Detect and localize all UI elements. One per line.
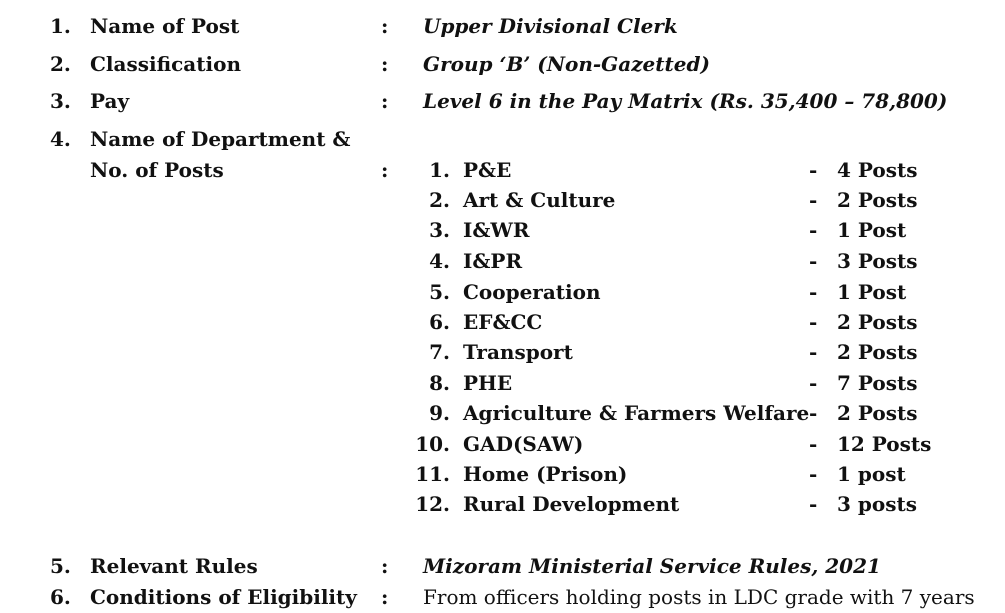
department-dash: - xyxy=(809,158,818,182)
item-number: 2. xyxy=(50,52,71,76)
department-number: 7. xyxy=(429,340,450,364)
item-label: Relevant Rules xyxy=(90,554,258,578)
item-label: Name of Department & xyxy=(90,127,351,151)
department-posts: 1 Post xyxy=(837,280,907,304)
department-name: PHE xyxy=(463,371,513,395)
department-dash: - xyxy=(809,492,818,516)
department-name: P&E xyxy=(463,158,512,182)
item-number: 6. xyxy=(50,585,71,609)
item-number: 4. xyxy=(50,127,71,151)
department-dash: - xyxy=(809,310,818,334)
department-posts: 2 Posts xyxy=(837,188,918,212)
department-name: I&PR xyxy=(463,249,523,273)
item-label: Pay xyxy=(90,89,130,113)
department-name: Agriculture & Farmers Welfare xyxy=(463,401,810,425)
department-number: 9. xyxy=(429,401,450,425)
department-posts: 1 Post xyxy=(837,218,907,242)
department-name: Home (Prison) xyxy=(463,462,628,486)
department-name: I&WR xyxy=(463,218,530,242)
item-value: Level 6 in the Pay Matrix (Rs. 35,400 – 78,800) xyxy=(423,89,948,113)
department-name: Rural Development xyxy=(463,492,680,516)
item-value: Mizoram Ministerial Service Rules, 2021 xyxy=(423,554,881,578)
department-dash: - xyxy=(809,280,818,304)
item-colon: : xyxy=(381,14,389,38)
department-posts: 7 Posts xyxy=(837,371,918,395)
department-number: 1. xyxy=(429,158,450,182)
item-label: Classification xyxy=(90,52,241,76)
department-posts: 2 Posts xyxy=(837,401,918,425)
item-value: Group ‘B’ (Non-Gazetted) xyxy=(423,52,710,76)
department-number: 10. xyxy=(415,432,450,456)
department-dash: - xyxy=(809,462,818,486)
department-number: 3. xyxy=(429,218,450,242)
department-posts: 1 post xyxy=(837,462,906,486)
department-dash: - xyxy=(809,401,818,425)
department-posts: 3 posts xyxy=(837,492,917,516)
item-colon: : xyxy=(381,585,389,609)
department-number: 5. xyxy=(429,280,450,304)
department-number: 11. xyxy=(415,462,450,486)
department-posts: 2 Posts xyxy=(837,340,918,364)
department-name: Transport xyxy=(463,340,573,364)
item-colon: : xyxy=(381,554,389,578)
department-number: 2. xyxy=(429,188,450,212)
item-colon: : xyxy=(381,89,389,113)
department-posts: 4 Posts xyxy=(837,158,918,182)
department-name: Art & Culture xyxy=(463,188,616,212)
department-posts: 12 Posts xyxy=(837,432,932,456)
department-number: 4. xyxy=(429,249,450,273)
department-dash: - xyxy=(809,249,818,273)
department-number: 12. xyxy=(415,492,450,516)
department-name: EF&CC xyxy=(463,310,543,334)
item-colon: : xyxy=(381,52,389,76)
department-number: 6. xyxy=(429,310,450,334)
department-dash: - xyxy=(809,432,818,456)
item-colon: : xyxy=(381,158,389,182)
department-dash: - xyxy=(809,188,818,212)
item-label: Conditions of Eligibility xyxy=(90,585,357,609)
department-name: Cooperation xyxy=(463,280,601,304)
department-number: 8. xyxy=(429,371,450,395)
item-number: 3. xyxy=(50,89,71,113)
department-dash: - xyxy=(809,371,818,395)
department-name: GAD(SAW) xyxy=(463,432,584,456)
department-dash: - xyxy=(809,218,818,242)
item-label-continued: No. of Posts xyxy=(90,158,224,182)
item-number: 1. xyxy=(50,14,71,38)
item-label: Name of Post xyxy=(90,14,240,38)
item-value: Upper Divisional Clerk xyxy=(423,14,678,38)
item-number: 5. xyxy=(50,554,71,578)
department-posts: 3 Posts xyxy=(837,249,918,273)
department-dash: - xyxy=(809,340,818,364)
department-posts: 2 Posts xyxy=(837,310,918,334)
item-value: From officers holding posts in LDC grade with 7 years xyxy=(423,585,975,609)
